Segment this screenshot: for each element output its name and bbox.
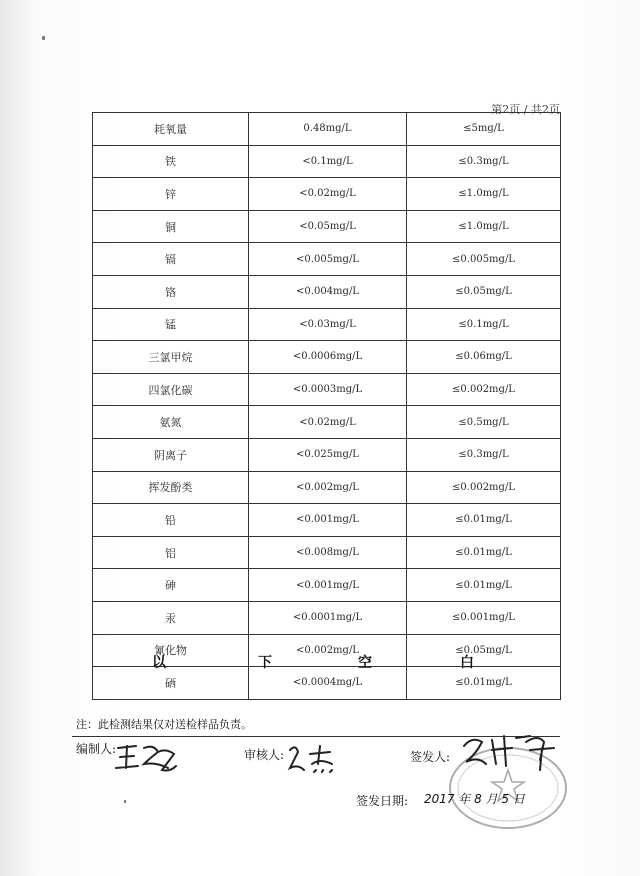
blank-marker-4: 白 xyxy=(460,655,474,671)
table-row xyxy=(93,601,561,634)
scan-edge-shadow xyxy=(0,0,36,876)
item-cell: 阴离子 xyxy=(93,438,249,471)
result-cell: <0.03mg/L xyxy=(249,308,407,341)
item-cell: 四氯化碳 xyxy=(93,373,249,406)
issue-date-label: 签发日期: xyxy=(356,794,409,808)
result-cell: <0.002mg/L xyxy=(249,471,407,504)
result-cell: 0.48mg/L xyxy=(249,113,407,146)
limit-cell: ≤0.05mg/L xyxy=(407,275,561,308)
page-number: 第2页 / 共2页 xyxy=(491,103,560,116)
limit-cell: ≤0.01mg/L xyxy=(407,504,561,537)
issued-by-signature xyxy=(456,728,560,774)
result-cell: <0.001mg/L xyxy=(249,569,407,602)
table-row xyxy=(93,145,561,178)
item-cell: 铁 xyxy=(93,145,249,178)
blank-marker-3: 空 xyxy=(358,655,372,671)
compiled-by-signature xyxy=(114,738,180,778)
item-cell: 铝 xyxy=(93,536,249,569)
results-table xyxy=(92,112,561,700)
result-cell: <0.0001mg/L xyxy=(249,601,407,634)
table-row xyxy=(93,243,561,276)
result-cell: <0.0004mg/L xyxy=(249,667,407,700)
table-row xyxy=(93,308,561,341)
result-cell: <0.02mg/L xyxy=(249,406,407,439)
table-row xyxy=(93,406,561,439)
limit-cell: ≤0.001mg/L xyxy=(407,601,561,634)
result-cell: <0.008mg/L xyxy=(249,536,407,569)
result-cell: <0.004mg/L xyxy=(249,275,407,308)
item-cell: 汞 xyxy=(93,601,249,634)
limit-cell: ≤0.3mg/L xyxy=(407,145,561,178)
limit-cell: ≤0.3mg/L xyxy=(407,438,561,471)
limit-cell: ≤5mg/L xyxy=(407,113,561,146)
table-row xyxy=(93,373,561,406)
blank-marker-1: 以 xyxy=(152,655,166,671)
item-cell: 铬 xyxy=(93,275,249,308)
scan-speck xyxy=(124,800,126,803)
table-row xyxy=(93,178,561,211)
results-table-body xyxy=(93,113,561,700)
item-cell: 氰化物 xyxy=(93,634,249,667)
limit-cell: ≤0.01mg/L xyxy=(407,569,561,602)
result-cell: <0.05mg/L xyxy=(249,210,407,243)
limit-cell: ≤0.05mg/L xyxy=(407,634,561,667)
table-row xyxy=(93,536,561,569)
item-cell: 硒 xyxy=(93,667,249,700)
reviewed-by-label: 审核人: xyxy=(244,748,285,762)
table-row xyxy=(93,569,561,602)
result-cell: <0.002mg/L xyxy=(249,634,407,667)
reviewed-by-signature xyxy=(286,742,340,776)
result-cell: <0.001mg/L xyxy=(249,504,407,537)
result-cell: <0.1mg/L xyxy=(249,145,407,178)
limit-cell: ≤0.005mg/L xyxy=(407,243,561,276)
result-cell: <0.005mg/L xyxy=(249,243,407,276)
limit-cell: ≤1.0mg/L xyxy=(407,178,561,211)
result-cell: <0.0006mg/L xyxy=(249,341,407,374)
limit-cell: ≤0.1mg/L xyxy=(407,308,561,341)
item-cell: 氨氮 xyxy=(93,406,249,439)
scan-speck xyxy=(42,36,45,40)
issued-by-label: 签发人: xyxy=(410,750,451,764)
table-row xyxy=(93,275,561,308)
item-cell: 挥发酚类 xyxy=(93,471,249,504)
limit-cell: ≤0.01mg/L xyxy=(407,536,561,569)
table-row xyxy=(93,113,561,146)
table-row xyxy=(93,471,561,504)
item-cell: 三氯甲烷 xyxy=(93,341,249,374)
limit-cell: ≤0.002mg/L xyxy=(407,471,561,504)
limit-cell: ≤0.06mg/L xyxy=(407,341,561,374)
limit-cell: ≤0.002mg/L xyxy=(407,373,561,406)
compiled-by-label: 编制人: xyxy=(76,742,117,756)
item-cell: 耗氧量 xyxy=(93,113,249,146)
blank-marker-2: 下 xyxy=(258,655,272,671)
item-cell: 铜 xyxy=(93,210,249,243)
item-cell: 砷 xyxy=(93,569,249,602)
disclaimer-note: 注：此检测结果仅对送检样品负责。 xyxy=(76,718,252,731)
limit-cell: ≤0.01mg/L xyxy=(407,667,561,700)
item-cell: 锌 xyxy=(93,178,249,211)
item-cell: 锰 xyxy=(93,308,249,341)
issue-date-handwritten: 2017 年 8 月 5 日 xyxy=(424,792,525,806)
result-cell: <0.025mg/L xyxy=(249,438,407,471)
table-row xyxy=(93,210,561,243)
limit-cell: ≤0.5mg/L xyxy=(407,406,561,439)
table-row xyxy=(93,341,561,374)
item-cell: 镉 xyxy=(93,243,249,276)
table-row xyxy=(93,504,561,537)
limit-cell: ≤1.0mg/L xyxy=(407,210,561,243)
table-row xyxy=(93,438,561,471)
item-cell: 铅 xyxy=(93,504,249,537)
result-cell: <0.02mg/L xyxy=(249,178,407,211)
result-cell: <0.0003mg/L xyxy=(249,373,407,406)
